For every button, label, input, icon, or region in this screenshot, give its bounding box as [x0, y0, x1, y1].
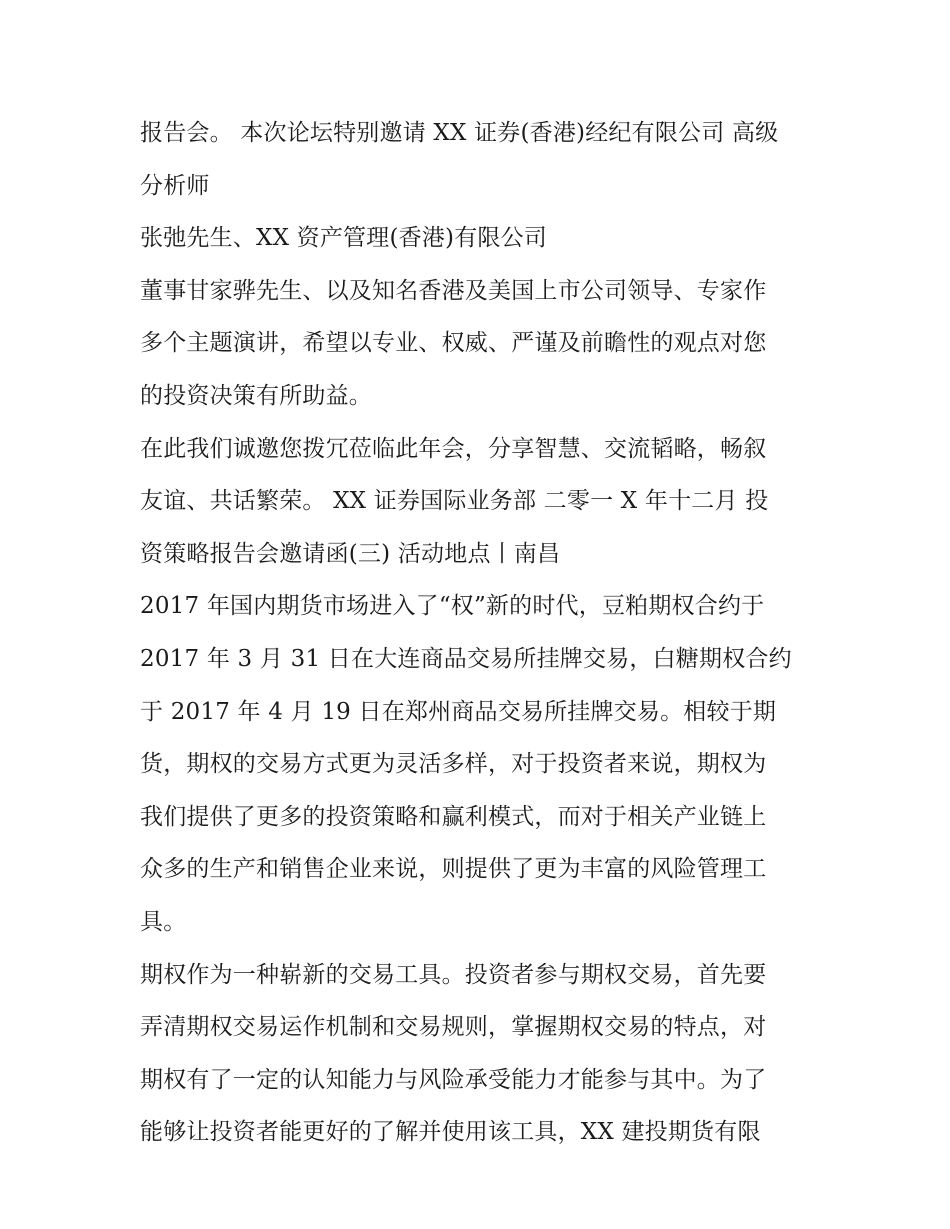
document-body [140, 110, 820, 1162]
text-line: 2017 年 3 月 31 日在大连商品交易所挂牌交易，白糖期权合约 [140, 645, 792, 672]
text-line: 的投资决策有所助益。 [140, 382, 372, 409]
text-line: 货，期权的交易方式更为灵活多样，对于投资者来说，期权为 [140, 751, 767, 778]
text-line: 友谊、共话繁荣。 XX 证券国际业务部 二零一 X 年十二月 投 [140, 488, 769, 515]
text-line: 2017 年国内期货市场进入了“权”新的时代，豆粕期权合约于 [140, 593, 765, 620]
text-line: 资策略报告会邀请函(三) 活动地点丨南昌 [140, 540, 561, 567]
text-line: 报告会。 本次论坛特别邀请 XX 证券(香港)经纪有限公司 高级 [140, 120, 779, 146]
text-line: 众多的生产和销售企业来说，则提供了更为丰富的风险管理工 [140, 856, 767, 883]
text-line: 分析师 [140, 172, 210, 199]
text-line: 于 2017 年 4 月 19 日在郑州商品交易所挂牌交易。相较于期 [140, 698, 777, 725]
text-line: 张弛先生、XX 资产管理(香港)有限公司 [140, 225, 548, 252]
text-line: 期权作为一种崭新的交易工具。投资者参与期权交易，首先要 [140, 961, 767, 988]
text-line: 具。 [140, 908, 187, 935]
text-line: 多个主题演讲，希望以专业、权威、严谨及前瞻性的观点对您 [140, 330, 767, 357]
text-line: 董事甘家骅先生、以及知名香港及美国上市公司领导、专家作 [140, 277, 767, 304]
text-line: 弄清期权交易运作机制和交易规则，掌握期权交易的特点，对 [140, 1014, 767, 1041]
text-line: 我们提供了更多的投资策略和赢利模式，而对于相关产业链上 [140, 803, 767, 830]
text-line: 期权有了一定的认知能力与风险承受能力才能参与其中。为了 [140, 1066, 767, 1093]
text-line: 在此我们诚邀您拨冗莅临此年会，分享智慧、交流韬略，畅叙 [140, 435, 767, 462]
text-line: 能够让投资者能更好的了解并使用该工具，XX 建投期货有限 [140, 1119, 761, 1146]
